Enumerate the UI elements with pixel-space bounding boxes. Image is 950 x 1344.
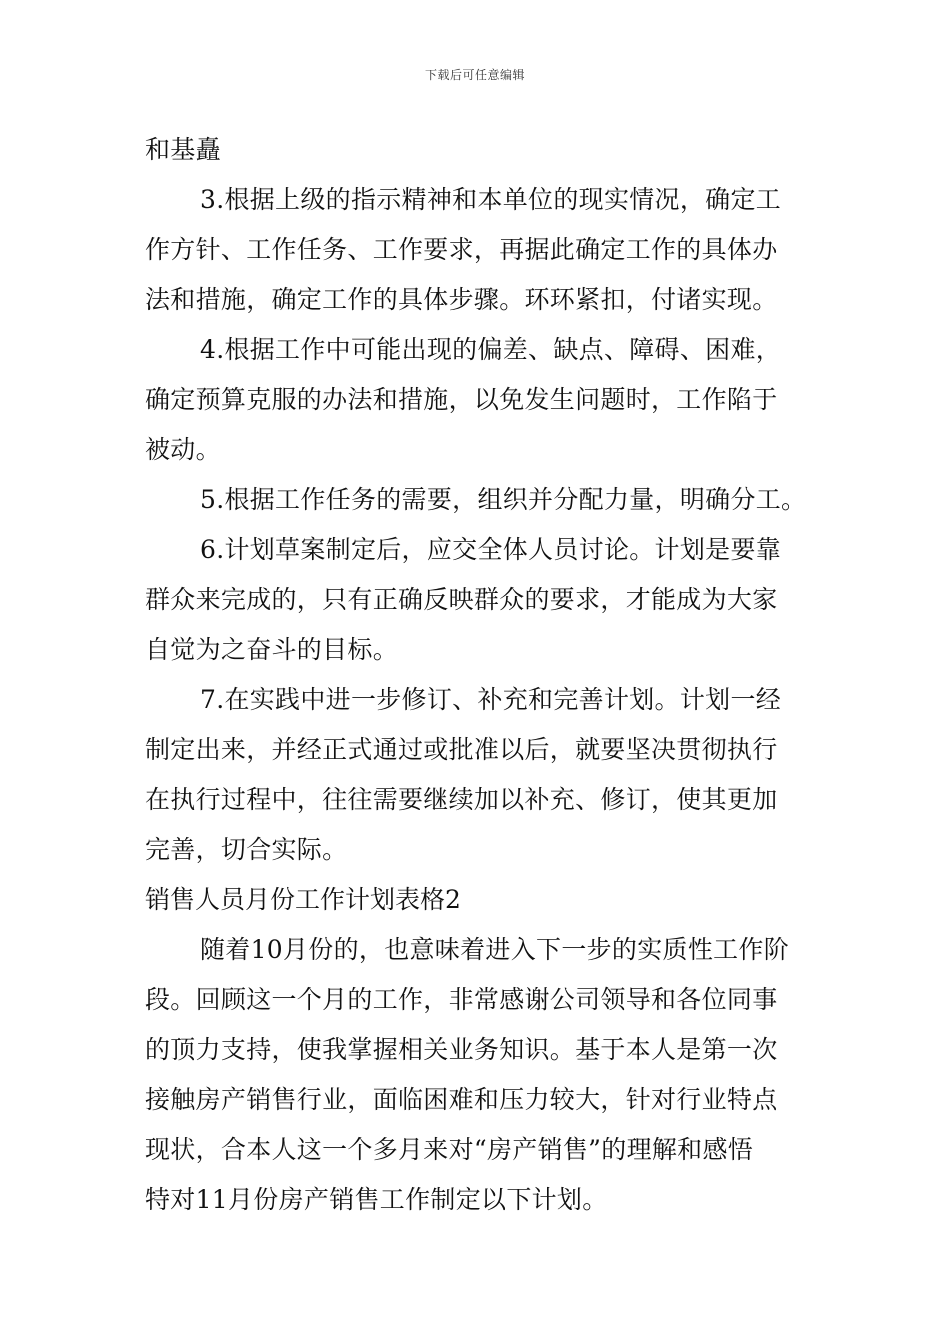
text-line: 4.根据工作中可能出现的偏差、缺点、障碍、困难，: [200, 335, 782, 364]
text-line: 法和措施，确定工作的具体步骤。环环紧扣，付诸实现。: [145, 285, 778, 314]
text-line: 和基矗: [145, 135, 221, 164]
text-line: 确定预算克服的办法和措施，以免发生问题时，工作陷于: [145, 385, 778, 414]
text-line: 随着10月份的，也意味着进入下一步的实质性工作阶: [200, 935, 790, 964]
text-line: 群众来完成的，只有正确反映群众的要求，才能成为大家: [145, 585, 778, 614]
text-line: 接触房产销售行业，面临困难和压力较大，针对行业特点: [145, 1085, 778, 1114]
text-line: 制定出来，并经正式通过或批准以后，就要坚决贯彻执行: [145, 735, 778, 764]
text-line: 的顶力支持，使我掌握相关业务知识。基于本人是第一次: [145, 1035, 778, 1064]
text-line: 3.根据上级的指示精神和本单位的现实情况，确定工: [200, 185, 782, 214]
page-header-note: 下载后可任意编辑: [424, 68, 525, 82]
section-heading: 销售人员月份工作计划表格2: [145, 885, 461, 914]
text-line: 现状，合本人这一个多月来对“房产销售”的理解和感悟: [145, 1135, 754, 1164]
text-line: 段。回顾这一个月的工作，非常感谢公司领导和各位同事: [145, 985, 778, 1014]
text-line: 作方针、工作任务、工作要求，再据此确定工作的具体办: [145, 235, 778, 264]
text-line: 完善，切合实际。: [145, 835, 348, 864]
text-line: 被动。: [145, 435, 221, 464]
text-line: 6.计划草案制定后，应交全体人员讨论。计划是要靠: [200, 535, 782, 564]
text-line: 7.在实践中进一步修订、补充和完善计划。计划一经: [200, 685, 782, 714]
text-line: 在执行过程中，往往需要继续加以补充、修订，使其更加: [145, 785, 778, 814]
text-line: 5.根据工作任务的需要，组织并分配力量，明确分工。: [200, 485, 807, 514]
text-line: 特对11月份房产销售工作制定以下计划。: [145, 1185, 608, 1214]
text-line: 自觉为之奋斗的目标。: [145, 635, 399, 664]
document-body: [145, 125, 805, 1225]
